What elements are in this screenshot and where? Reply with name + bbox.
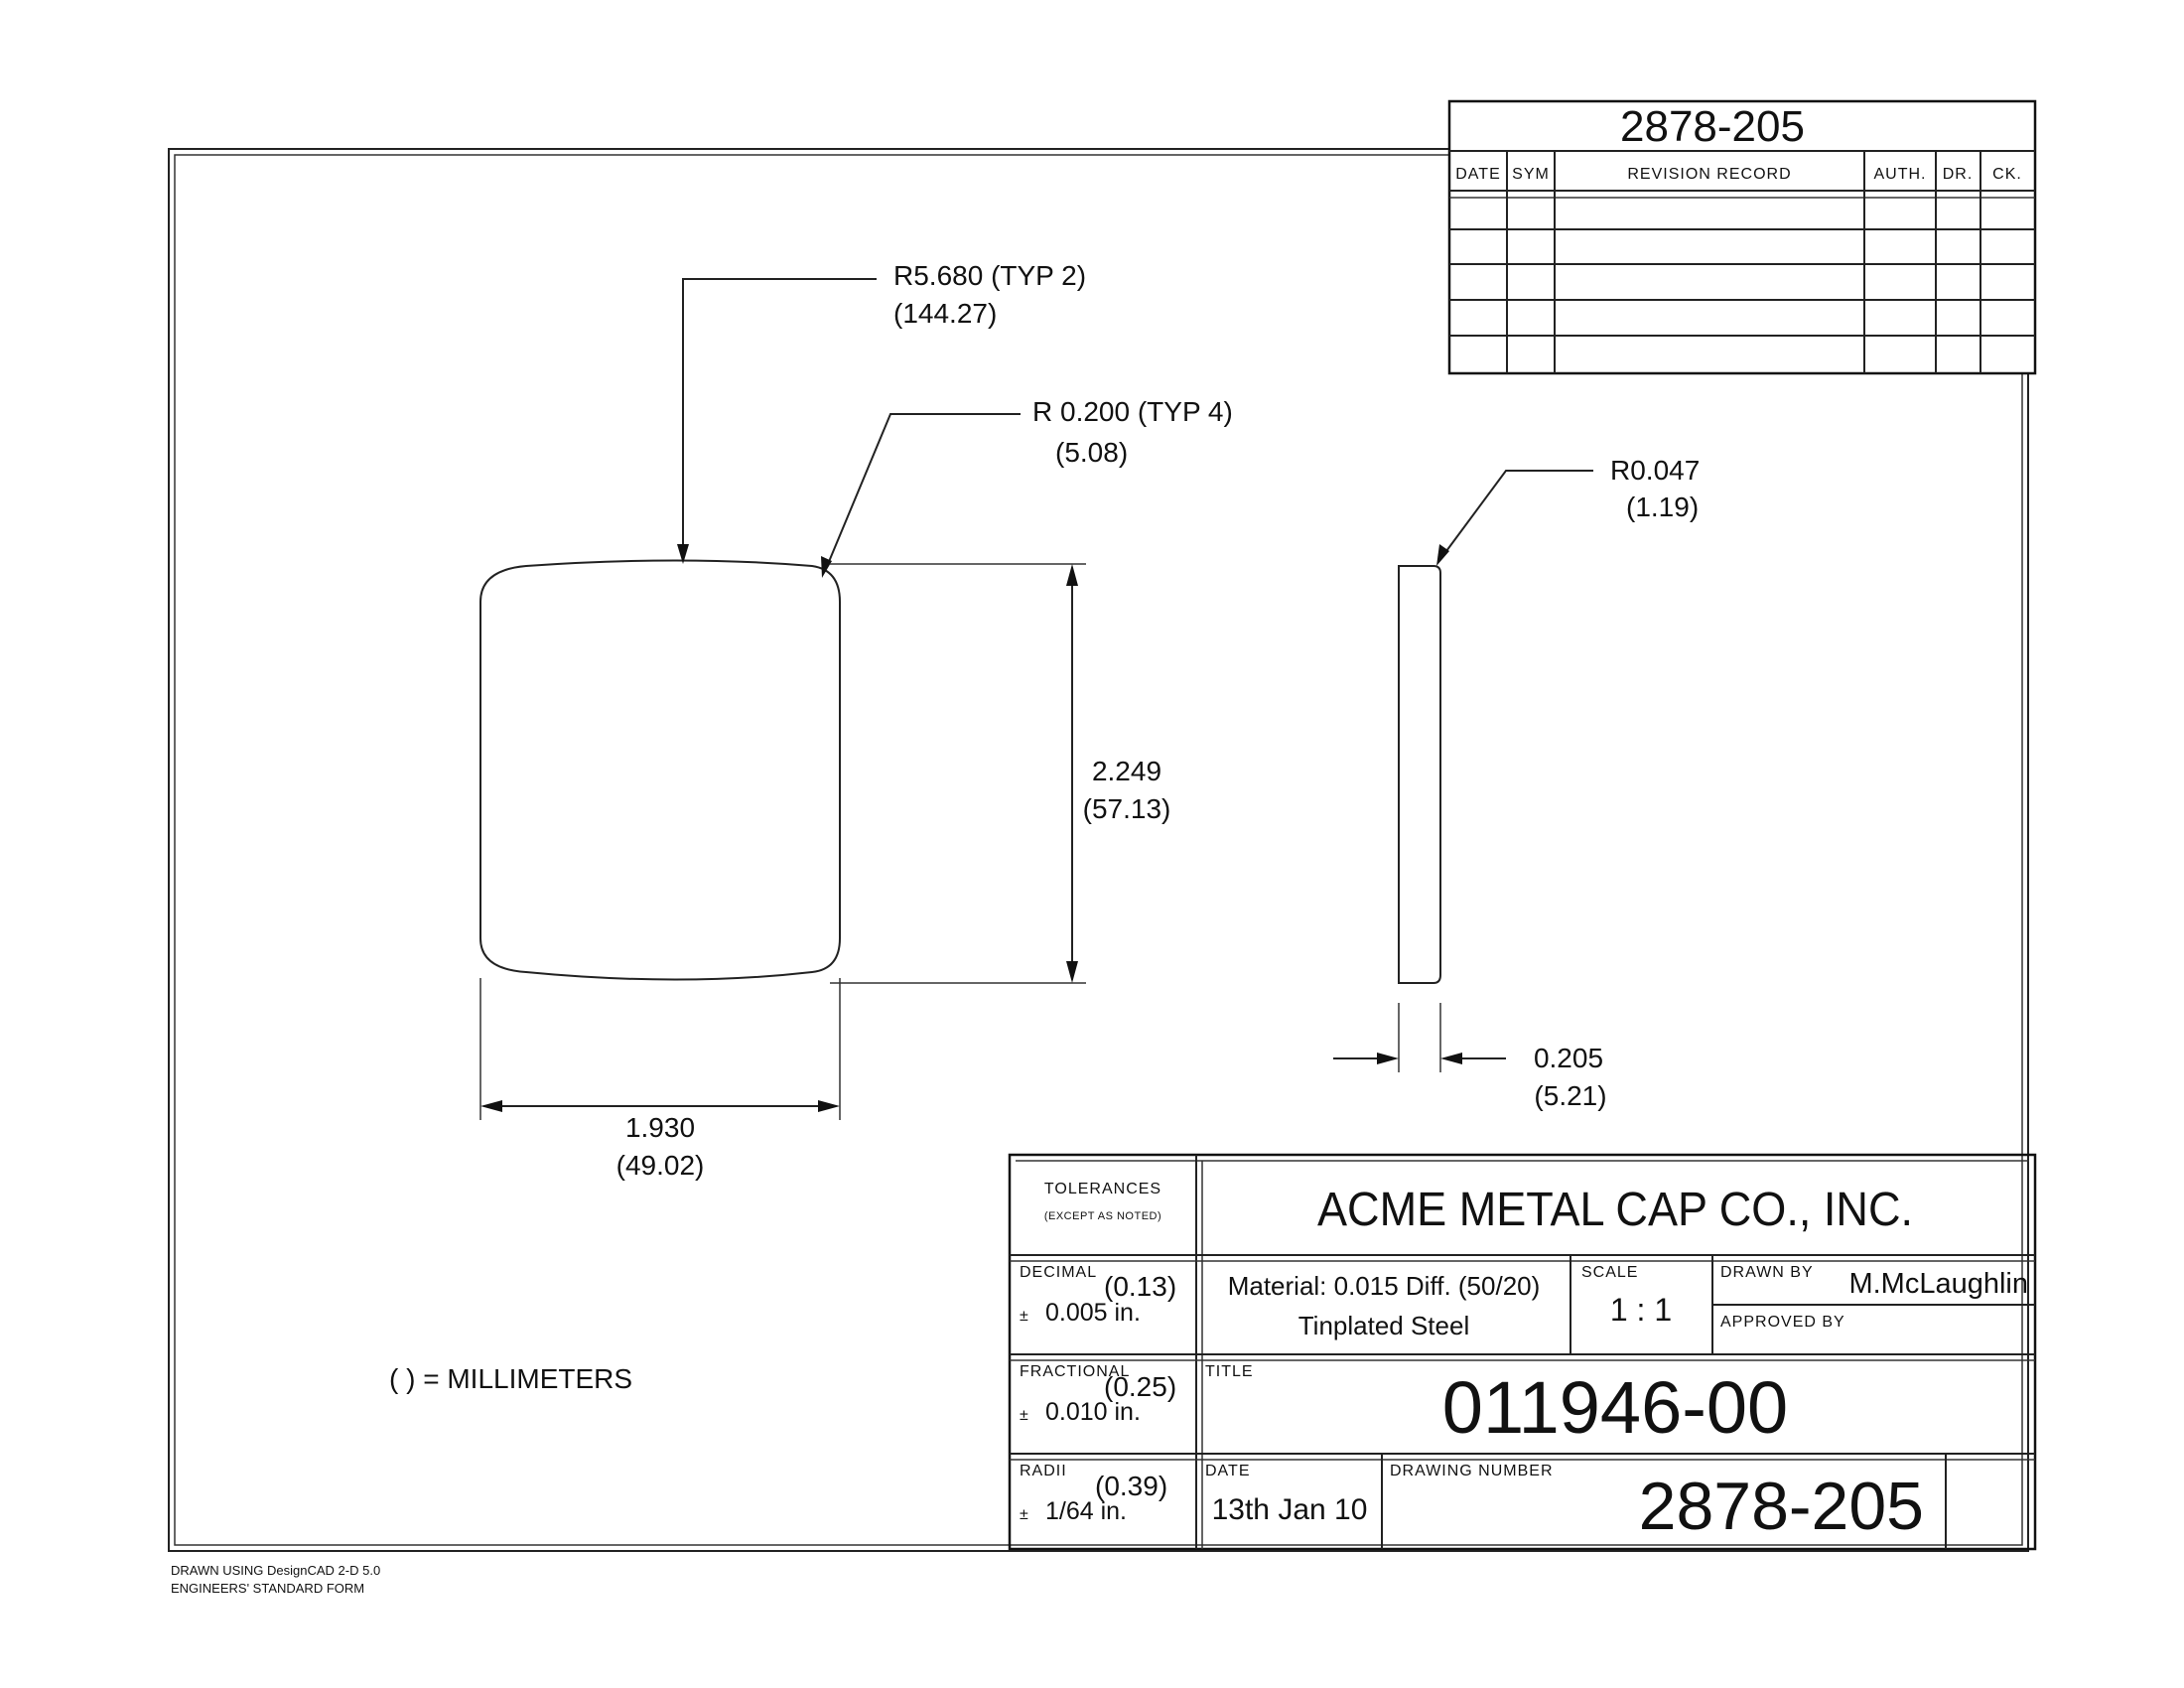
drawing-number-label: DRAWING NUMBER bbox=[1390, 1463, 1554, 1479]
radii-label: RADII bbox=[1020, 1463, 1067, 1479]
scale-value: 1 : 1 bbox=[1609, 1292, 1673, 1328]
rev-col-auth: AUTH. bbox=[1873, 166, 1927, 183]
footer-line1: DRAWN USING DesignCAD 2-D 5.0 bbox=[171, 1563, 381, 1578]
side-view bbox=[1333, 455, 1700, 1111]
decimal-value: 0.005 in. bbox=[1045, 1299, 1141, 1327]
revision-block bbox=[1449, 101, 2035, 373]
edge-radius-mm-label: (1.19) bbox=[1626, 492, 1700, 522]
rev-col-sym: SYM bbox=[1512, 166, 1550, 183]
thickness-label: 0.205 bbox=[1533, 1043, 1604, 1073]
fractional-sign: ± bbox=[1020, 1407, 1028, 1424]
height-mm-label: (57.13) bbox=[1082, 793, 1171, 824]
rev-col-record: REVISION RECORD bbox=[1627, 166, 1792, 183]
top-radius-label: R5.680 (TYP 2) bbox=[893, 260, 1087, 291]
width-dimension bbox=[480, 978, 840, 1120]
title-block bbox=[1010, 1155, 2035, 1549]
cap-outline bbox=[480, 561, 840, 980]
revision-header-number: 2878-205 bbox=[1620, 102, 1805, 151]
thickness-dimension bbox=[1333, 1003, 1506, 1072]
company-name: ACME METAL CAP CO., INC. bbox=[1317, 1184, 1913, 1236]
material-line2: Tinplated Steel bbox=[1297, 1311, 1470, 1340]
side-profile bbox=[1399, 566, 1440, 983]
corner-radius-label: R 0.200 (TYP 4) bbox=[1032, 396, 1233, 427]
tolerances-label: TOLERANCES bbox=[1043, 1181, 1162, 1197]
width-label: 1.930 bbox=[624, 1112, 696, 1143]
material-line1: Material: 0.015 Diff. (50/20) bbox=[1227, 1271, 1541, 1301]
drawn-by-value: M.McLaughlin bbox=[1848, 1268, 2028, 1300]
corner-radius-leader bbox=[821, 414, 1021, 578]
rev-col-date: DATE bbox=[1455, 166, 1501, 183]
fractional-label: FRACTIONAL bbox=[1020, 1363, 1131, 1380]
fractional-mm: (0.25) bbox=[1104, 1371, 1177, 1402]
radii-sign: ± bbox=[1020, 1506, 1028, 1523]
approved-by-label: APPROVED BY bbox=[1720, 1314, 1845, 1331]
edge-radius-leader bbox=[1436, 471, 1593, 566]
width-mm-label: (49.02) bbox=[615, 1150, 705, 1181]
units-note: ( ) = MILLIMETERS bbox=[389, 1363, 633, 1394]
footer-line2: ENGINEERS' STANDARD FORM bbox=[171, 1581, 365, 1596]
radii-mm: (0.39) bbox=[1095, 1471, 1168, 1501]
rev-col-dr: DR. bbox=[1942, 166, 1974, 183]
drawn-by-label: DRAWN BY bbox=[1720, 1264, 1814, 1281]
title-value: 011946-00 bbox=[1441, 1366, 1789, 1449]
edge-radius-label: R0.047 bbox=[1610, 455, 1701, 486]
fractional-value: 0.010 in. bbox=[1045, 1398, 1141, 1426]
except-note: (EXCEPT AS NOTED) bbox=[1043, 1210, 1162, 1222]
rev-col-ck: CK. bbox=[1992, 166, 2022, 183]
thickness-mm-label: (5.21) bbox=[1534, 1080, 1607, 1111]
decimal-mm: (0.13) bbox=[1104, 1271, 1177, 1302]
decimal-label: DECIMAL bbox=[1020, 1264, 1098, 1281]
decimal-sign: ± bbox=[1020, 1308, 1028, 1325]
corner-radius-mm-label: (5.08) bbox=[1055, 437, 1129, 468]
date-label: DATE bbox=[1205, 1463, 1251, 1479]
height-dimension bbox=[830, 564, 1086, 983]
drawing-number-value: 2878-205 bbox=[1638, 1469, 1924, 1544]
date-value: 13th Jan 10 bbox=[1211, 1493, 1368, 1526]
front-view bbox=[480, 260, 1233, 1181]
title-label: TITLE bbox=[1205, 1363, 1254, 1380]
radii-value: 1/64 in. bbox=[1045, 1497, 1128, 1525]
top-radius-mm-label: (144.27) bbox=[893, 298, 998, 329]
height-label: 2.249 bbox=[1091, 756, 1162, 786]
scale-label: SCALE bbox=[1581, 1264, 1639, 1281]
